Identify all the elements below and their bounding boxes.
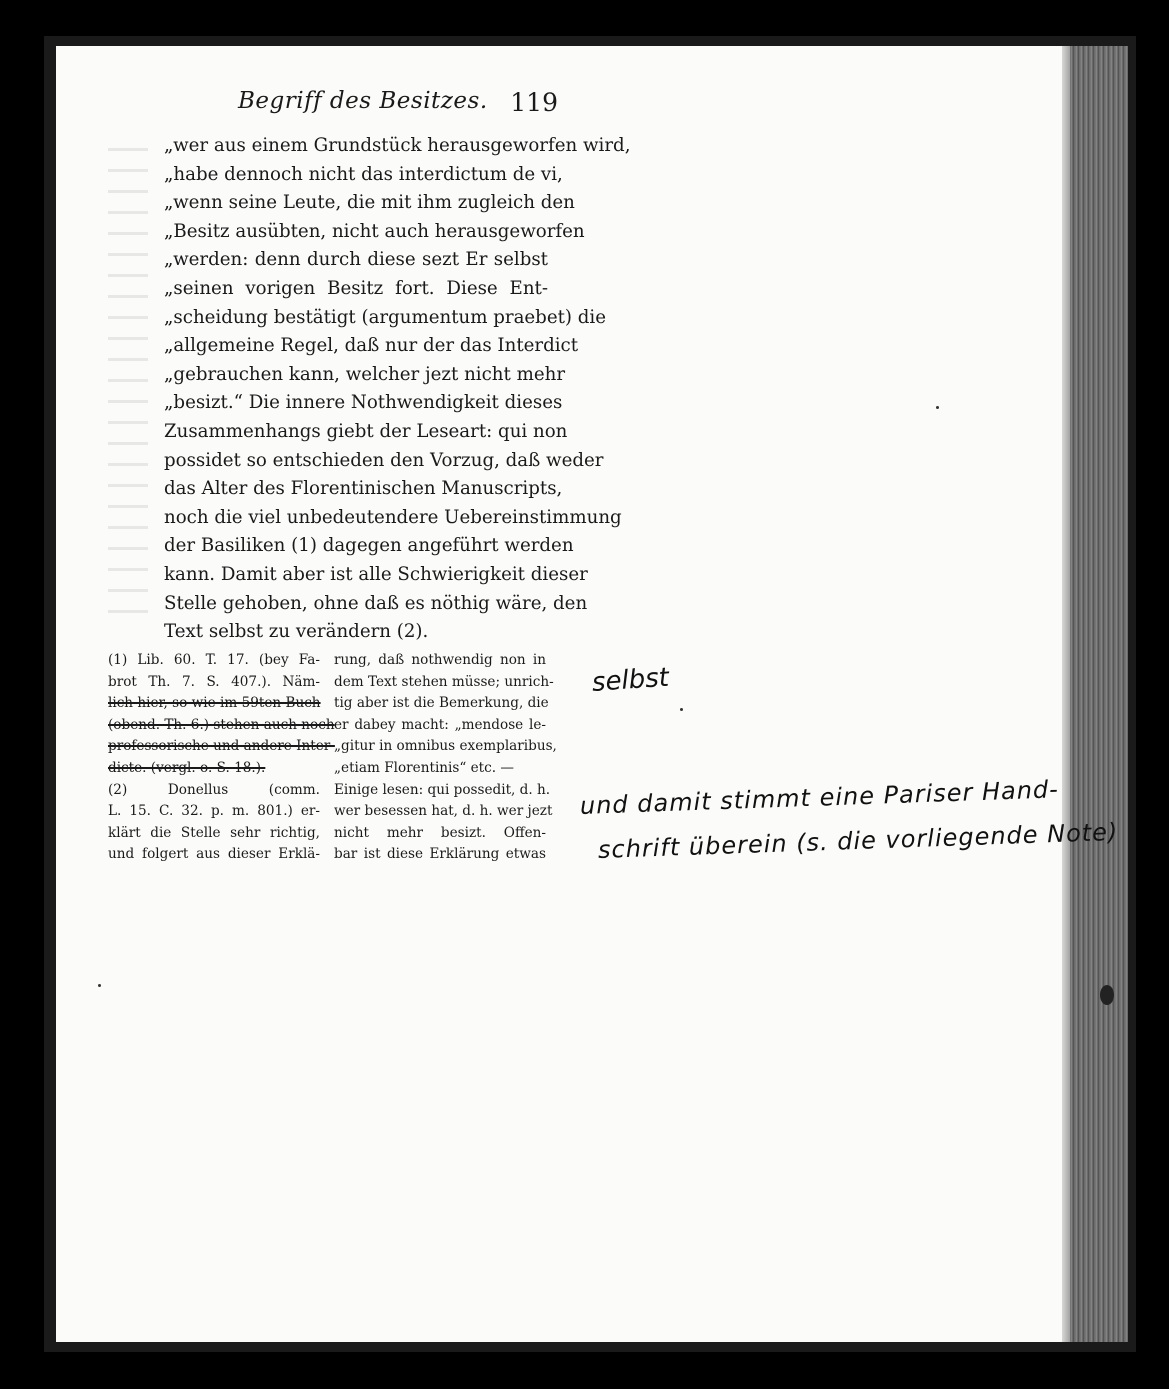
footnote-line: Einige lesen: qui possedit, d. h. — [334, 781, 551, 798]
binding-mark — [1100, 985, 1114, 1005]
main-text-block — [164, 132, 631, 647]
text-line: „habe dennoch nicht das interdictum de vi, — [164, 163, 563, 185]
text-line: „besizt.“ Die innere Nothwendigkeit dieses — [164, 392, 563, 414]
footnote-line: L. 15. C. 32. p. m. 801.) er- — [108, 803, 320, 820]
footnote-line: „etiam Florentinis“ etc. — — [334, 759, 514, 776]
handwritten-note: schrift überein (s. die vorliegende Note) — [597, 817, 1119, 864]
footnote-line: und folgert aus dieser Erklä- — [108, 846, 320, 863]
footnote-line: „gitur in omnibus exemplaribus, — [334, 738, 557, 755]
footnote-line: brot Th. 7. S. 407.). Näm- — [108, 673, 320, 690]
text-line: Stelle gehoben, ohne daß es nöthig wäre, den — [164, 592, 588, 614]
page-header — [238, 88, 558, 122]
footnote-line: (1) Lib. 60. T. 17. (bey Fa- — [108, 652, 320, 668]
text-line: „wer aus einem Grundstück herausgeworfen wird, — [164, 135, 631, 156]
footnote-line: rung, daß nothwendig non in — [334, 652, 546, 668]
footnote-line-struck: (obend. Th. 6.) stehen auch noch — [108, 716, 335, 733]
ink-speck — [936, 406, 939, 409]
text-line: „seinen vorigen Besitz fort. Diese Ent- — [164, 277, 548, 299]
text-line: „Besitz ausübten, nicht auch herausgeworfen — [164, 220, 585, 242]
footnote-line: (2) Donellus (comm. — [108, 781, 320, 798]
footnote-line: wer besessen hat, d. h. wer jezt — [334, 803, 553, 820]
running-head: Begriff des Besitzes. — [238, 88, 488, 114]
text-line: der Basiliken (1) dagegen angeführt werden — [164, 535, 574, 557]
footnote-line-struck: dicte. (vergl. o. S. 18.). — [108, 759, 266, 776]
footnote-line: dem Text stehen müsse; unrich- — [334, 673, 554, 690]
text-line: Zusammenhangs giebt der Leseart: qui non — [164, 420, 568, 442]
footnote-line: er dabey macht: „mendose le- — [334, 716, 546, 733]
handwritten-note: und damit stimmt eine Pariser Hand- — [579, 775, 1060, 820]
footnote-column-right — [334, 650, 557, 866]
text-line: „gebrauchen kann, welcher jezt nicht mehr — [164, 363, 566, 385]
footnote-line: bar ist diese Erklärung etwas — [334, 846, 546, 863]
text-line: possidet so entschieden den Vorzug, daß weder — [164, 449, 604, 471]
text-line: „scheidung bestätigt (argumentum praebet) die — [164, 306, 606, 328]
footnote-line-struck: lich hier, so wie im 59ten Buch — [108, 695, 321, 712]
text-line: „werden: denn durch diese sezt Er selbst — [164, 249, 548, 271]
text-line: noch die viel unbedeutendere Uebereinstimmung — [164, 506, 622, 528]
text-line: kann. Damit aber ist alle Schwierigkeit dieser — [164, 563, 588, 585]
ink-speck — [680, 708, 683, 711]
footnote-column-left — [108, 650, 335, 866]
bleed-through-text — [108, 130, 148, 630]
text-line: „wenn seine Leute, die mit ihm zugleich den — [164, 192, 575, 214]
footnote-line: nicht mehr besizt. Offen- — [334, 824, 546, 841]
book-edge — [1070, 46, 1128, 1342]
handwritten-note: selbst — [590, 662, 670, 698]
footnote-line: klärt die Stelle sehr richtig, — [108, 824, 320, 841]
page-number: 119 — [510, 88, 558, 117]
text-line: „allgemeine Regel, daß nur der das Interdict — [164, 335, 579, 357]
ink-speck — [98, 984, 101, 987]
text-line: das Alter des Florentinischen Manuscripts, — [164, 478, 563, 500]
footnote-line-struck: professorische und andere Inter- — [108, 738, 335, 755]
footnote-line: tig aber ist die Bemerkung, die — [334, 695, 549, 712]
text-line: Text selbst zu verändern (2). — [164, 621, 429, 643]
